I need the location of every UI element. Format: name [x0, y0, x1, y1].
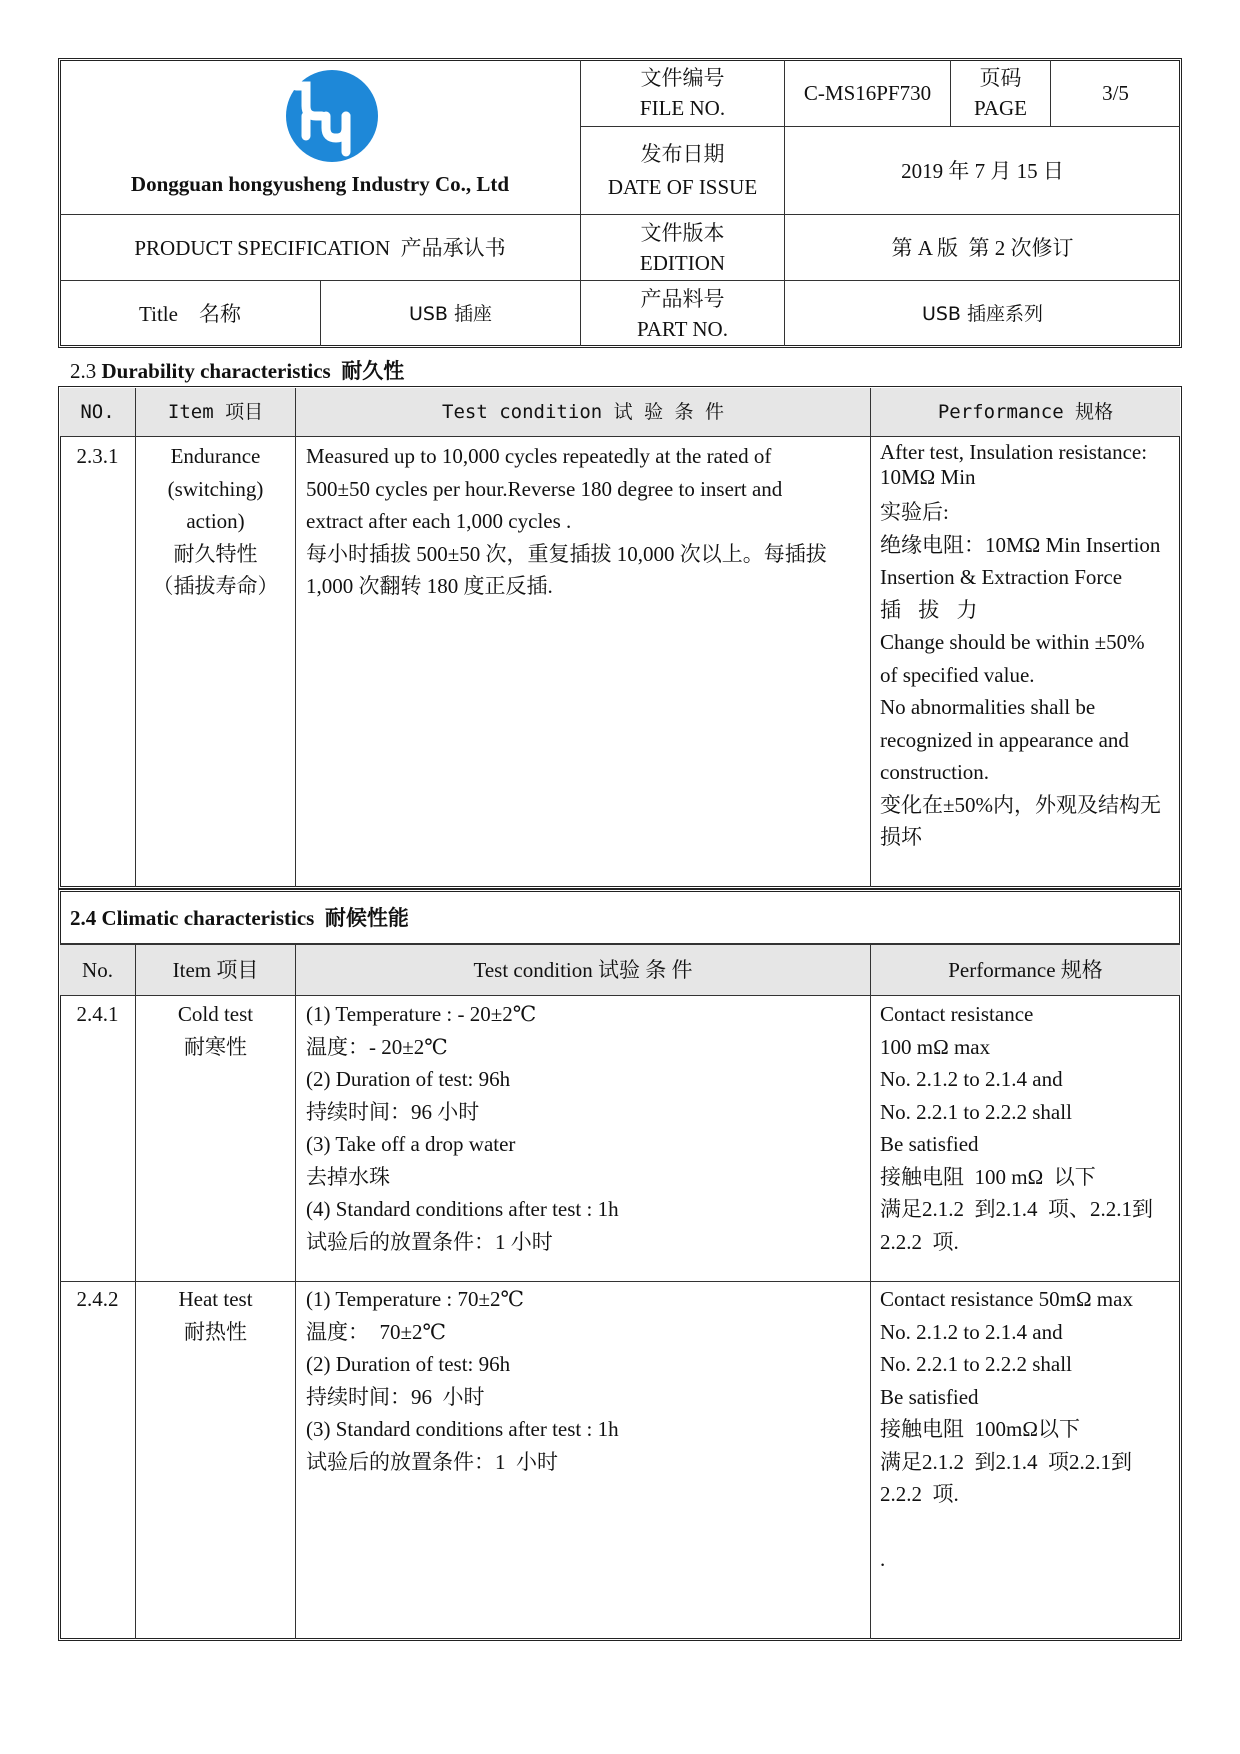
file-no-label: 文件编号 FILE NO.	[639, 66, 726, 120]
page-value: 3/5	[1102, 81, 1129, 105]
date-value: 2019 年 7 月 15 日	[901, 158, 1064, 183]
part-no-label: 产品料号 PART NO.	[637, 286, 728, 341]
company-name: Dongguan hongyusheng Industry Co., Ltd	[130, 172, 510, 196]
climatic-header-test: Test condition 试验 条 件	[473, 958, 693, 982]
durability-header-item: Item 项目	[167, 401, 264, 423]
title-label: Title 名称	[139, 301, 241, 326]
climatic-header-performance: Performance 规格	[948, 958, 1103, 982]
part-no-value: USB 插座系列	[921, 302, 1044, 325]
heat-test-condition: (1) Temperature : 70±2℃ 温度： 70±2℃ (2) Duration of test: 96h 持续时间：96 小时 (3) Standard conditions after test : 1h 试验后的放置条件：1 小时	[306, 1287, 619, 1474]
durability-header-performance: Performance 规格	[937, 401, 1114, 423]
cold-test-performance: Contact resistance 100 mΩ max No. 2.1.2 to 2.1.4 and No. 2.2.1 to 2.2.2 shall Be satisfied 接触电阻 100 mΩ 以下 满足2.1.2 到2.1.4 项、2.2.1到 2.2.2 项.	[880, 1002, 1153, 1254]
edition-label: 文件版本 EDITION	[639, 220, 726, 275]
edition-value: 第 A 版 第 2 次修订	[891, 235, 1074, 260]
heat-test-no: 2.4.2	[76, 1287, 119, 1311]
durability-header-test: Test condition 试 验 条 件	[442, 401, 724, 423]
climatic-header-no: No.	[82, 958, 113, 982]
cold-test-condition: (1) Temperature : - 20±2℃ 温度：- 20±2℃ (2) Duration of test: 96h 持续时间：96 小时 (3) Take off a drop water 去掉水珠 (4) Standard conditions after test : 1h 试验后的放置条件：1 小时	[306, 1002, 619, 1254]
durability-header-no: NO.	[80, 401, 115, 423]
company-logo	[282, 66, 382, 166]
durability-row-test: Measured up to 10,000 cycles repeatedly at the rated of 500±50 cycles per hour.Reverse 180 degree to insert and extract after each 1,000 cycles . 每小时插拔 500±50 次，重复插拔 10,000 次以上。每插拔 1,000 次翻转 180 度正反插.	[306, 444, 827, 598]
section-title-durability: 2.3 Durability characteristics 耐久性	[70, 359, 405, 383]
cold-test-item: Cold test 耐寒性	[177, 1002, 254, 1059]
durability-row-performance: After test, Insulation resistance: 10MΩ Min 实验后: 绝缘电阻：10MΩ Min Insertion Insertion & Extraction Force 插 拔 力 Change should be within ±50% of specified value. No abnormalities shall be recognized in appearance and construction. 变化在±50%内，外观及结构无 损坏	[880, 440, 1162, 849]
file-no-value: C-MS16PF730	[803, 81, 932, 105]
title-value: USB 插座	[408, 302, 493, 325]
product-spec: PRODUCT SPECIFICATION 产品承认书	[134, 235, 506, 260]
date-label: 发布日期 DATE OF ISSUE	[607, 141, 758, 199]
heat-test-performance: Contact resistance 50mΩ max No. 2.1.2 to 2.1.4 and No. 2.2.1 to 2.2.2 shall Be satisfied 接触电阻 100mΩ以下 满足2.1.2 到2.1.4 项2.2.1到 2.2.2 项. .	[880, 1287, 1133, 1571]
durability-row-item: Endurance (switching) action) 耐久特性 （插拔寿命）	[152, 444, 279, 598]
section-title-climatic: 2.4 Climatic characteristics 耐候性能	[70, 906, 409, 930]
heat-test-item: Heat test 耐热性	[178, 1287, 253, 1344]
page-label: 页码 PAGE	[974, 66, 1027, 120]
climatic-header-item: Item 项目	[172, 958, 259, 982]
cold-test-no: 2.4.1	[76, 1002, 119, 1026]
durability-row-no: 2.3.1	[76, 444, 119, 468]
